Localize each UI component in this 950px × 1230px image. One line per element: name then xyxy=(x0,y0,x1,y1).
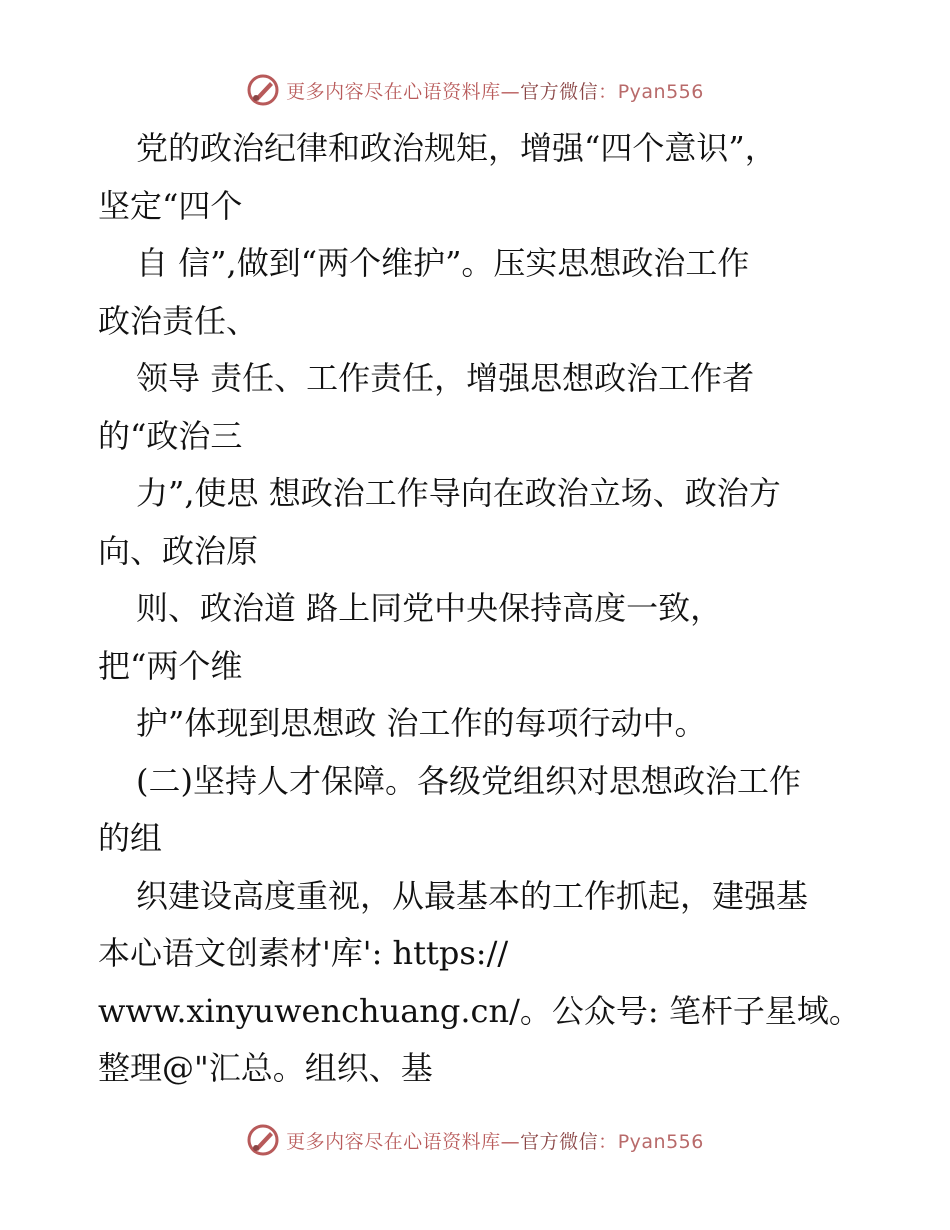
footer-brand: 更多内容尽在心语资料库 xyxy=(286,1130,501,1153)
header-separator: ： xyxy=(598,80,618,103)
text-line: 的“政治三 xyxy=(98,416,243,455)
text-line: 坚定“四个 xyxy=(98,186,243,225)
text-line: (二)坚持人才保障。各级党组织对思想政治工作 xyxy=(136,761,801,800)
text-line: 则、政治道 路上同党中央保持高度一致， xyxy=(136,589,723,627)
text-line: 织建设高度重视，从最基本的工作抓起，建强基 xyxy=(136,876,809,915)
footer-separator: ： xyxy=(598,1130,618,1153)
footer-banner xyxy=(0,1120,950,1160)
footer-dash: — xyxy=(500,1130,521,1153)
header-banner xyxy=(0,70,950,110)
footer-banner-text xyxy=(286,1127,704,1154)
text-line: 党的政治纪律和政治规矩，增强“四个意识”， xyxy=(136,129,777,167)
header-brand: 更多内容尽在心语资料库 xyxy=(286,80,501,103)
quill-ink-icon xyxy=(246,73,280,107)
text-line: 政治责任、 xyxy=(98,301,259,340)
header-official: 官方微信 xyxy=(520,80,599,103)
text-line: 把“两个维 xyxy=(98,646,243,685)
text-line: 本心语文创素材'库': https:// xyxy=(98,934,509,972)
text-line: 自 信”,做到“两个维护”。压实思想政治工作 xyxy=(136,244,750,282)
header-dash: — xyxy=(500,80,521,103)
text-line: www.xinyuwenchuang.cn/。公众号: 笔杆子星域。 xyxy=(98,991,861,1030)
header-wechat-id: Pyan556 xyxy=(617,80,704,103)
text-line: 领导 责任、工作责任，增强思想政治工作者 xyxy=(136,359,755,397)
footer-wechat-id: Pyan556 xyxy=(617,1130,704,1153)
text-line: 护”体现到思想政 治工作的每项行动中。 xyxy=(136,704,707,742)
document-body xyxy=(98,120,868,1098)
text-line: 向、政治原 xyxy=(98,531,259,570)
text-line: 力”,使思 想政治工作导向在政治立场、政治方 xyxy=(136,474,781,512)
footer-official: 官方微信 xyxy=(520,1130,599,1153)
text-line: 整理@"汇总。组织、基 xyxy=(98,1049,433,1087)
text-line: 的组 xyxy=(98,819,163,857)
header-banner-text xyxy=(286,77,704,104)
quill-ink-icon xyxy=(246,1123,280,1157)
